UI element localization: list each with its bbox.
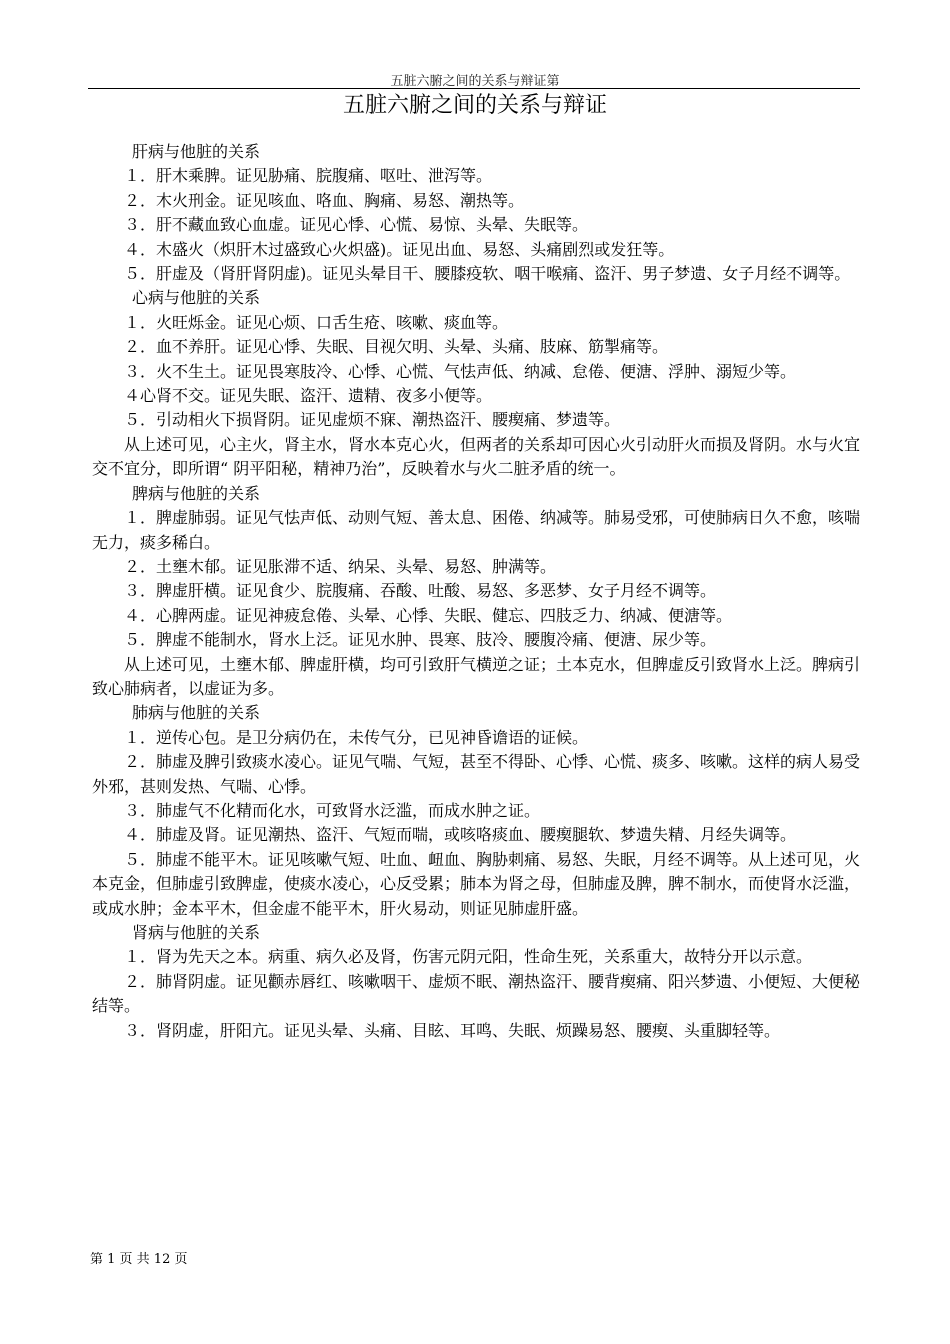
paragraph: ２．血不养肝。证见心悸、失眠、目视欠明、头晕、头痛、肢麻、筋掣痛等。 [124, 337, 669, 357]
paragraph: ３．肝不藏血致心血虚。证见心悸、心慌、易惊、头晕、失眠等。 [124, 215, 589, 235]
paragraph: ２．肺肾阴虚。证见颧赤唇红、咳嗽咽干、虚烦不眠、潮热盗汗、腰背瘈痛、阳兴梦遗、小便短、大便秘结等。 [92, 971, 861, 1016]
paragraph: ５．脾虚不能制水，肾水上泛。证见水肿、畏寒、肢冷、腰腹冷痛、便溏、尿少等。 [124, 630, 717, 650]
paragraph: ３．肾阴虚，肝阳亢。证见头晕、头痛、目眩、耳鸣、失眠、烦躁易怒、腰瘈、头重脚轻等。 [124, 1020, 781, 1040]
paragraph: ４．木盛火（炽肝木过盛致心火炽盛)。证见出血、易怒、头痛剧烈或发狂等。 [124, 239, 675, 259]
section-heading: 心病与他脏的关系 [132, 288, 261, 308]
document-body [92, 140, 860, 1043]
paragraph: ５．肝虚及（肾肝肾阴虚)。证见头晕目干、腰膝疫软、咽干喉痛、盗汗、男子梦遗、女子月经不调等。 [124, 264, 851, 284]
section-heading: 肝病与他脏的关系 [132, 142, 261, 161]
paragraph: ４心肾不交。证见失眠、盗汗、遗精、夜多小便等。 [124, 386, 493, 406]
paragraph: ３．火不生土。证见畏寒肢冷、心悸、心慌、气怯声低、纳减、怠倦、便溏、浮肿、溺短少等。 [124, 361, 797, 381]
paragraph: １．脾虚肺弱。证见气怯声低、动则气短、善太息、困倦、纳减等。肺易受邪，可使肺病日久不愈，咳喘无力，痰多稀白。 [92, 508, 861, 552]
paragraph: １．火旺烁金。证见心烦、口舌生疮、咳嗽、痰血等。 [124, 312, 509, 332]
section-heading: 肺病与他脏的关系 [132, 703, 261, 723]
paragraph: ３．脾虚肝横。证见食少、脘腹痛、吞酸、吐酸、易怒、多恶梦、女子月经不调等。 [124, 581, 717, 601]
paragraph: １．肾为先天之本。病重、病久必及肾，伤害元阴元阳，性命生死，关系重大，故特分开以示意。 [124, 947, 813, 967]
paragraph: ４．心脾两虚。证见神疲怠倦、头晕、心悸、失眠、健忘、四肢乏力、纳减、便溏等。 [124, 605, 733, 625]
paragraph: ５．肺虚不能平木。证见咳嗽气短、吐血、衄血、胸胁刺痛、易怒、失眠，月经不调等。从上述可见，火本克金，但肺虚引致脾虚，使痰水凌心，心反受累；肺本为肾之母，但肺虚及脾，脾不制水，而使肾水泛滥，或成水肿；金本平木，但金虚不能平木，肝火易动，则证见肺虚肝盛。 [92, 849, 861, 918]
section-heading: 脾病与他脏的关系 [132, 483, 261, 503]
section-heading: 肾病与他脏的关系 [132, 923, 261, 942]
document-title: 五脏六腑之间的关系与辩证 [342, 93, 607, 118]
paragraph: １．肝木乘脾。证见胁痛、脘腹痛、呕吐、泄泻等。 [124, 166, 493, 186]
paragraph: １．逆传心包。是卫分病仍在，未传气分，已见神昏谵语的证候。 [124, 727, 589, 747]
page-footer: 第 1 页 共 12 页 [90, 1252, 188, 1267]
paragraph: 从上述可见，土壅木郁、脾虚肝横，均可引致肝气横逆之证；土本克水，但脾虚反引致肾水上泛。脾病引致心肺病者，以虚证为多。 [92, 654, 861, 698]
running-header: 五脏六腑之间的关系与辩证第 [390, 74, 560, 89]
paragraph: ２．肺虚及脾引致痰水凌心。证见气喘、气短，甚至不得卧、心悸、心慌、痰多、咳嗽。这样的病人易受外邪，甚则发热、气喘、心悸。 [92, 752, 861, 796]
paragraph: ２．土壅木郁。证见胀滞不适、纳呆、头晕、易怒、肿满等。 [124, 556, 557, 576]
paragraph: ３．肺虚气不化精而化水，可致肾水泛滥，而成水肿之证。 [124, 800, 541, 820]
paragraph: ５．引动相火下损肾阴。证见虚烦不寐、潮热盗汗、腰瘈痛、梦遗等。 [124, 410, 621, 430]
paragraph: ４．肺虚及肾。证见潮热、盗汗、气短而喘，或咳咯痰血、腰瘈腿软、梦遗失精、月经失调等。 [124, 825, 797, 845]
paragraph: ２．木火刑金。证见咳血、咯血、胸痛、易怒、潮热等。 [124, 190, 525, 210]
paragraph: 从上述可见，心主火，肾主水，肾水本克心火，但两者的关系却可因心火引动肝火而损及肾阴。水与火宜交不宜分，即所谓“ 阴平阳秘，精神乃治”，反映着水与火二脏矛盾的统一。 [92, 434, 861, 479]
